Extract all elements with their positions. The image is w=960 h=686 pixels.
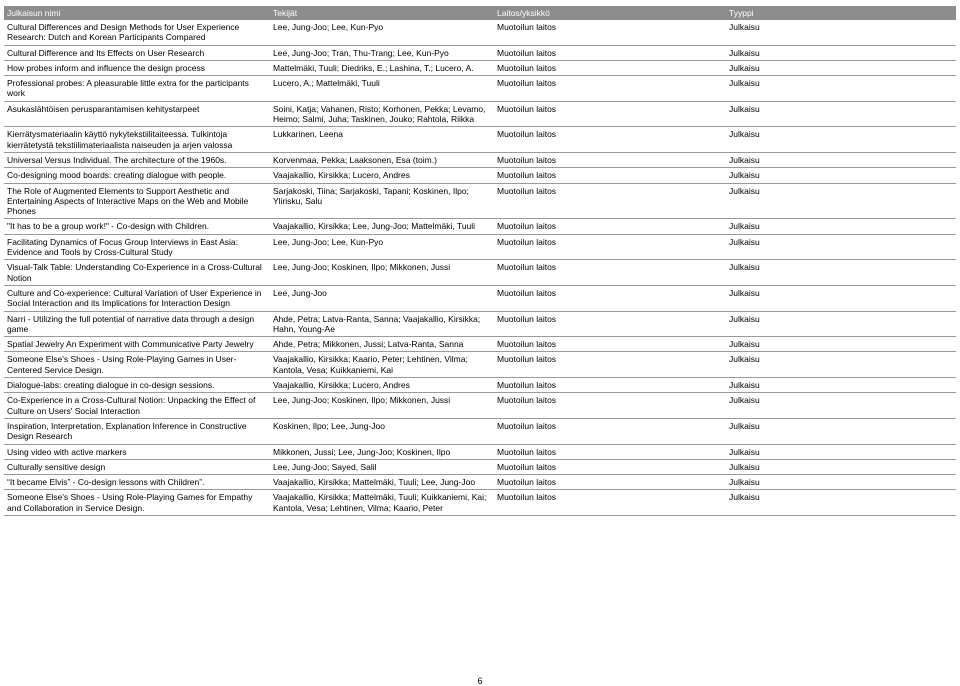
publication-name-cell: Asukaslähtöisen perusparantamisen kehitystarpeet xyxy=(4,101,270,127)
type-cell: Julkaisu xyxy=(726,393,956,419)
table-row xyxy=(4,352,956,378)
department-cell: Muotoilun laitos xyxy=(494,76,726,102)
publication-name-cell: Someone Else's Shoes - Using Role-Playing Games in User-Centered Service Design. xyxy=(4,352,270,378)
table-row xyxy=(4,60,956,75)
department-cell: Muotoilun laitos xyxy=(494,183,726,219)
department-cell: Muotoilun laitos xyxy=(494,234,726,260)
type-cell: Julkaisu xyxy=(726,352,956,378)
table-row xyxy=(4,378,956,393)
type-cell: Julkaisu xyxy=(726,45,956,60)
publication-name-cell: Using video with active markers xyxy=(4,444,270,459)
authors-cell: Vaajakallio, Kirsikka; Lucero, Andres xyxy=(270,168,494,183)
table-row xyxy=(4,101,956,127)
authors-cell: Ahde, Petra; Latva-Ranta, Sanna; Vaajakallio, Kirsikka; Hahn, Young-Ae xyxy=(270,311,494,337)
header-publication-name: Julkaisun nimi xyxy=(4,6,270,20)
type-cell: Julkaisu xyxy=(726,127,956,153)
publication-name-cell: Narri - Utilizing the full potential of narrative data through a design game xyxy=(4,311,270,337)
publication-name-cell: Cultural Differences and Design Methods for User Experience Research: Dutch and Korean Participants Compared xyxy=(4,20,270,45)
type-cell: Julkaisu xyxy=(726,76,956,102)
table-body xyxy=(4,20,956,515)
authors-cell: Soini, Katja; Vahanen, Risto; Korhonen, Pekka; Levamo, Heimo; Salmi, Juha; Taskinen, Jouko; Rahtola, Riikka xyxy=(270,101,494,127)
publication-name-cell: Co-Experience in a Cross-Cultural Notion: Unpacking the Effect of Culture on Users' Social Interaction xyxy=(4,393,270,419)
authors-cell: Lee, Jung-Joo; Lee, Kun-Pyo xyxy=(270,234,494,260)
table-header-row xyxy=(4,6,956,20)
authors-cell: Lee, Jung-Joo; Sayed, Salil xyxy=(270,459,494,474)
department-cell: Muotoilun laitos xyxy=(494,45,726,60)
type-cell: Julkaisu xyxy=(726,285,956,311)
table-row xyxy=(4,260,956,286)
table-row xyxy=(4,285,956,311)
department-cell: Muotoilun laitos xyxy=(494,20,726,45)
publication-name-cell: Facilitating Dynamics of Focus Group Interviews in East Asia: Evidence and Tools by Cross-Cultural Study xyxy=(4,234,270,260)
authors-cell: Mikkonen, Jussi; Lee, Jung-Joo; Koskinen, Ilpo xyxy=(270,444,494,459)
department-cell: Muotoilun laitos xyxy=(494,378,726,393)
department-cell: Muotoilun laitos xyxy=(494,127,726,153)
type-cell: Julkaisu xyxy=(726,152,956,167)
authors-cell: Koskinen, Ilpo; Lee, Jung-Joo xyxy=(270,418,494,444)
authors-cell: Lucero, A.; Mattelmäki, Tuuli xyxy=(270,76,494,102)
department-cell: Muotoilun laitos xyxy=(494,285,726,311)
type-cell: Julkaisu xyxy=(726,311,956,337)
authors-cell: Vaajakallio, Kirsikka; Mattelmäki, Tuuli; Lee, Jung-Joo xyxy=(270,475,494,490)
table-row xyxy=(4,183,956,219)
publication-name-cell: How probes inform and influence the design process xyxy=(4,60,270,75)
table-row xyxy=(4,393,956,419)
type-cell: Julkaisu xyxy=(726,20,956,45)
authors-cell: Lee, Jung-Joo xyxy=(270,285,494,311)
page-number: 6 xyxy=(477,676,483,686)
department-cell: Muotoilun laitos xyxy=(494,418,726,444)
department-cell: Muotoilun laitos xyxy=(494,352,726,378)
publication-table xyxy=(4,6,956,516)
type-cell: Julkaisu xyxy=(726,234,956,260)
department-cell: Muotoilun laitos xyxy=(494,393,726,419)
table-row xyxy=(4,45,956,60)
publication-name-cell: Dialogue-labs: creating dialogue in co-design sessions. xyxy=(4,378,270,393)
type-cell: Julkaisu xyxy=(726,60,956,75)
authors-cell: Lee, Jung-Joo; Koskinen, Ilpo; Mikkonen, Jussi xyxy=(270,260,494,286)
authors-cell: Ahde, Petra; Mikkonen, Jussi; Latva-Ranta, Sanna xyxy=(270,337,494,352)
authors-cell: Mattelmäki, Tuuli; Diedriks, E.; Lashina, T.; Lucero, A. xyxy=(270,60,494,75)
authors-cell: Sarjakoski, Tiina; Sarjakoski, Tapani; Koskinen, Ilpo; Ylirisku, Salu xyxy=(270,183,494,219)
table-row xyxy=(4,219,956,234)
publication-name-cell: Kierrätysmateriaalin käyttö nykytekstiilitaiteessa. Tulkintoja kierrätetystä tekstiilimateriaalista naiseuden ja arjen valossa xyxy=(4,127,270,153)
department-cell: Muotoilun laitos xyxy=(494,459,726,474)
publication-name-cell: Inspiration, Interpretation, Explanation Inference in Constructive Design Research xyxy=(4,418,270,444)
department-cell: Muotoilun laitos xyxy=(494,152,726,167)
table-row xyxy=(4,337,956,352)
department-cell: Muotoilun laitos xyxy=(494,337,726,352)
authors-cell: Lee, Jung-Joo; Koskinen, Ilpo; Mikkonen, Jussi xyxy=(270,393,494,419)
publication-name-cell: Culturally sensitive design xyxy=(4,459,270,474)
publication-name-cell: "It has to be a group work!" - Co-design with Children. xyxy=(4,219,270,234)
type-cell: Julkaisu xyxy=(726,444,956,459)
department-cell: Muotoilun laitos xyxy=(494,101,726,127)
table-row xyxy=(4,152,956,167)
table-row xyxy=(4,475,956,490)
table-row xyxy=(4,20,956,45)
type-cell: Julkaisu xyxy=(726,337,956,352)
type-cell: Julkaisu xyxy=(726,418,956,444)
publication-name-cell: Culture and Co-experience: Cultural Variation of User Experience in Social Interaction and its Implications for Interaction Design xyxy=(4,285,270,311)
authors-cell: Vaajakallio, Kirsikka; Lee, Jung-Joo; Mattelmäki, Tuuli xyxy=(270,219,494,234)
table-row xyxy=(4,459,956,474)
publication-name-cell: Universal Versus Individual. The architecture of the 1960s. xyxy=(4,152,270,167)
publication-name-cell: “It became Elvis” - Co-design lessons with Children”. xyxy=(4,475,270,490)
authors-cell: Vaajakallio, Kirsikka; Lucero, Andres xyxy=(270,378,494,393)
department-cell: Muotoilun laitos xyxy=(494,260,726,286)
authors-cell: Korvenmaa, Pekka; Laaksonen, Esa (toim.) xyxy=(270,152,494,167)
type-cell: Julkaisu xyxy=(726,219,956,234)
type-cell: Julkaisu xyxy=(726,101,956,127)
table-row xyxy=(4,444,956,459)
department-cell: Muotoilun laitos xyxy=(494,475,726,490)
type-cell: Julkaisu xyxy=(726,490,956,516)
header-authors: Tekijät xyxy=(270,6,494,20)
publication-name-cell: Visual-Talk Table: Understanding Co-Experience in a Cross-Cultural Notion xyxy=(4,260,270,286)
type-cell: Julkaisu xyxy=(726,378,956,393)
type-cell: Julkaisu xyxy=(726,475,956,490)
authors-cell: Lukkarinen, Leena xyxy=(270,127,494,153)
authors-cell: Lee, Jung-Joo; Tran, Thu-Trang; Lee, Kun-Pyo xyxy=(270,45,494,60)
authors-cell: Lee, Jung-Joo; Lee, Kun-Pyo xyxy=(270,20,494,45)
department-cell: Muotoilun laitos xyxy=(494,60,726,75)
publication-name-cell: Cultural Difference and Its Effects on User Research xyxy=(4,45,270,60)
header-type: Tyyppi xyxy=(726,6,956,20)
authors-cell: Vaajakallio, Kirsikka; Mattelmäki, Tuuli; Kuikkaniemi, Kai; Kantola, Vesa; Lehtinen, Vilma; Kaario, Peter xyxy=(270,490,494,516)
type-cell: Julkaisu xyxy=(726,168,956,183)
table-row xyxy=(4,490,956,516)
publication-name-cell: Co-designing mood boards: creating dialogue with people. xyxy=(4,168,270,183)
type-cell: Julkaisu xyxy=(726,260,956,286)
department-cell: Muotoilun laitos xyxy=(494,444,726,459)
publication-name-cell: Spatial Jewelry An Experiment with Communicative Party Jewelry xyxy=(4,337,270,352)
table-row xyxy=(4,234,956,260)
department-cell: Muotoilun laitos xyxy=(494,490,726,516)
publication-name-cell: Someone Else's Shoes - Using Role-Playing Games for Empathy and Collaboration in Service Design. xyxy=(4,490,270,516)
department-cell: Muotoilun laitos xyxy=(494,311,726,337)
publication-name-cell: The Role of Augmented Elements to Support Aesthetic and Entertaining Aspects of Interactive Maps on the Web and Mobile Phones xyxy=(4,183,270,219)
table-row xyxy=(4,418,956,444)
type-cell: Julkaisu xyxy=(726,459,956,474)
department-cell: Muotoilun laitos xyxy=(494,219,726,234)
table-row xyxy=(4,127,956,153)
table-row xyxy=(4,168,956,183)
table-row xyxy=(4,76,956,102)
publication-name-cell: Professional probes: A pleasurable little extra for the participants work xyxy=(4,76,270,102)
table-row xyxy=(4,311,956,337)
type-cell: Julkaisu xyxy=(726,183,956,219)
authors-cell: Vaajakallio, Kirsikka; Kaario, Peter; Lehtinen, Vilma; Kantola, Vesa; Kuikkaniemi, Kai xyxy=(270,352,494,378)
department-cell: Muotoilun laitos xyxy=(494,168,726,183)
header-department: Laitos/yksikkö xyxy=(494,6,726,20)
